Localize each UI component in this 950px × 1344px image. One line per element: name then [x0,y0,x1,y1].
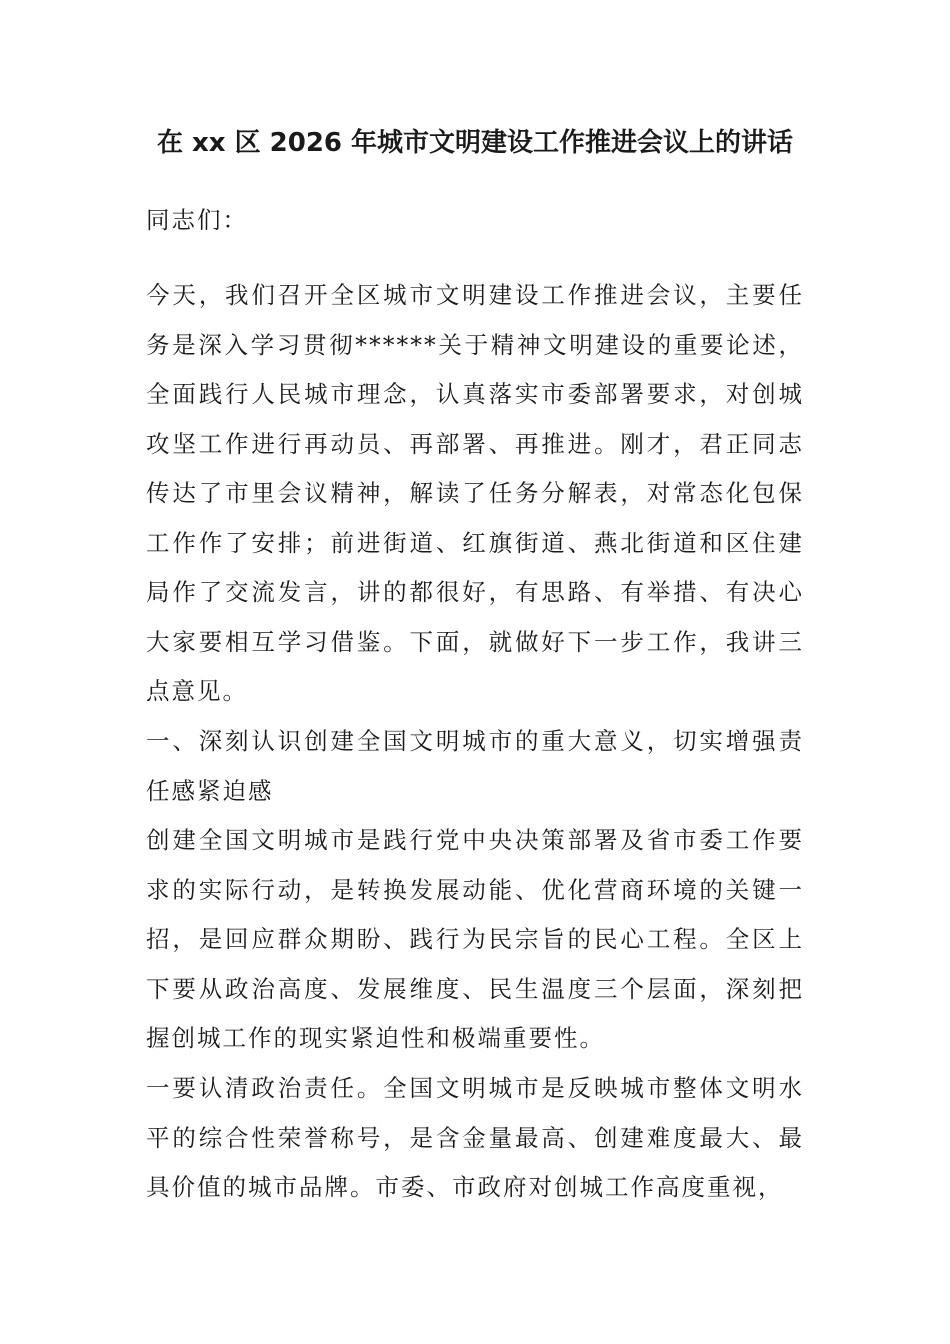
salutation: 同志们： [146,206,248,234]
paragraph-intro: 今天，我们召开全区城市文明建设工作推进会议，主要任务是深入学习贯彻******关于精神文明建设的重要论述，全面践行人民城市理念，认真落实市委部署要求，对创城攻坚工作进行再动员、再部署、再推进。刚才，君正同志传达了市里会议精神，解读了任务分解表，对常态化包保工作作了安排；前进街道、红旗街道、燕北街道和区住建局作了交流发言，讲的都很好，有思路、有举措、有决心大家要相互学习借鉴。下面，就做好下一步工作，我讲三点意见。 [146,281,804,705]
paragraph-political-responsibility: 一要认清政治责任。全国文明城市是反映城市整体文明水平的综合性荣誉称号，是含金量最高、创建难度最大、最具价值的城市品牌。市委、市政府对创城工作高度重视， [146,1074,804,1201]
document-title: 在 xx 区 2026 年城市文明建设工作推进会议上的讲话 [156,128,794,158]
paragraph-section-1: 创建全国文明城市是践行党中央决策部署及省市委工作要求的实际行动，是转换发展动能、优化营商环境的关键一招，是回应群众期盼、践行为民宗旨的民心工程。全区上下要从政治高度、发展维度、民生温度三个层面，深刻把握创城工作的现实紧迫性和极端重要性。 [146,826,804,1052]
section-heading-1: 一、深刻认识创建全国文明城市的重大意义，切实增强责任感紧迫感 [146,727,804,805]
